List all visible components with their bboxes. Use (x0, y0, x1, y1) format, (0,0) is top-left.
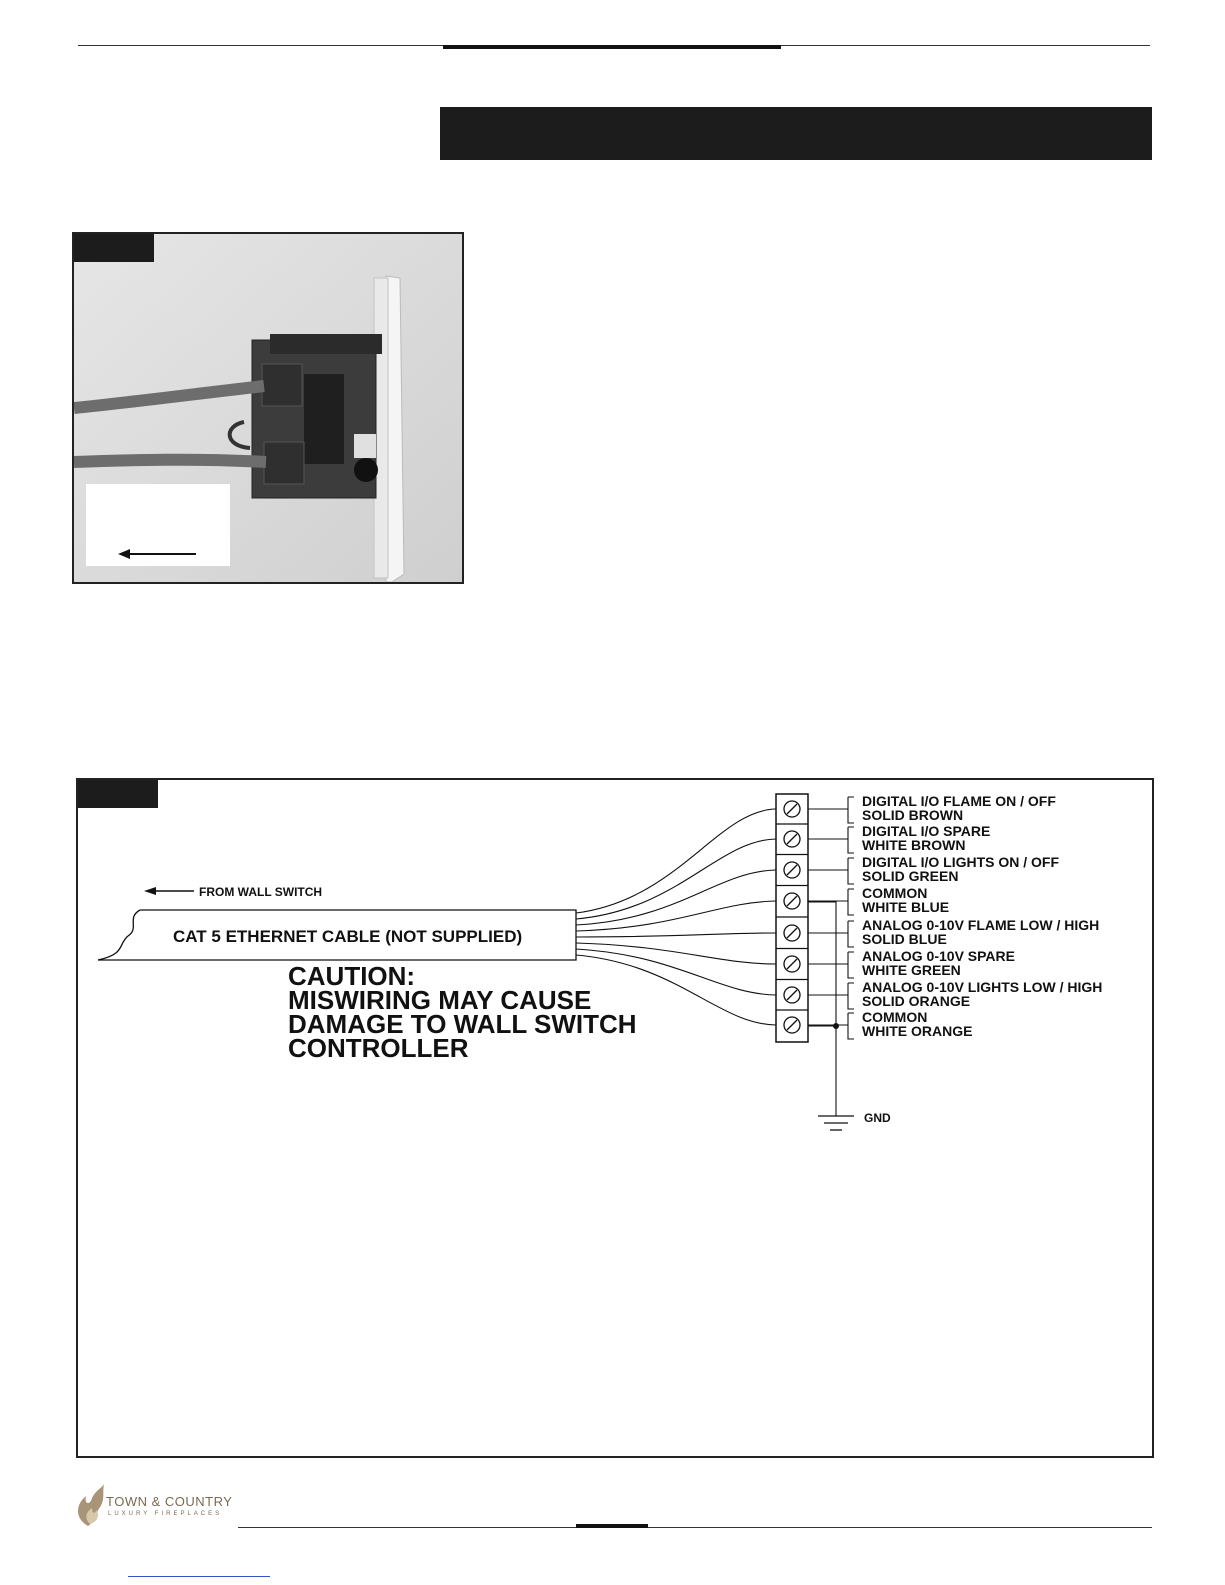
caution-line-4: CONTROLLER (288, 1033, 469, 1063)
label-bracket (808, 827, 854, 853)
terminal-function-label: DIGITAL I/O FLAME ON / OFF (862, 793, 1056, 809)
junction-dot (833, 1023, 839, 1029)
flame-logo-icon (72, 1484, 106, 1528)
terminal-wire-label: WHITE BROWN (862, 837, 966, 853)
label-bracket (808, 797, 854, 823)
terminal-function-label: COMMON (862, 885, 928, 901)
cable-label: CAT 5 ETHERNET CABLE (NOT SUPPLIED) (173, 927, 523, 946)
screw-terminal-icon (784, 987, 800, 1003)
wire-bundle (576, 809, 776, 1025)
wiring-diagram (78, 780, 1152, 1456)
label-bracket (808, 952, 854, 978)
terminal-wire-label: WHITE GREEN (862, 962, 961, 978)
terminal-wire-label: SOLID GREEN (862, 868, 959, 884)
wall-switch-photo (74, 234, 462, 582)
bottom-rule-accent (576, 1524, 648, 1528)
terminal-wire-label: WHITE ORANGE (862, 1023, 973, 1039)
screw-terminal-icon (784, 956, 800, 972)
top-rule-accent (443, 45, 781, 49)
screw-terminal-icon (784, 925, 800, 941)
terminal-wire-label: SOLID BLUE (862, 931, 947, 947)
arrow-left-icon (144, 887, 194, 895)
screw-terminal-icon (784, 893, 800, 909)
screw-terminal-icon (784, 1017, 800, 1033)
caution-line-1: CAUTION: (288, 961, 416, 991)
ground-symbol-icon (818, 1116, 854, 1130)
from-wall-switch-label: FROM WALL SWITCH (199, 885, 323, 899)
brand-logo (72, 1484, 242, 1534)
screw-terminal-icon (784, 831, 800, 847)
label-bracket (808, 858, 854, 884)
section-header-bar (440, 107, 1152, 160)
bottom-rule (238, 1527, 1152, 1528)
caution-text (288, 961, 637, 1063)
label-bracket (808, 983, 854, 1009)
screw-terminal-icon (784, 801, 800, 817)
screw-terminal-icon (784, 862, 800, 878)
terminal-function-label: COMMON (862, 1009, 928, 1025)
logo-sub-text: LUXURY FIREPLACES (108, 1511, 223, 1517)
ground-wiring (808, 902, 836, 1116)
terminal-wire-label: SOLID BROWN (862, 807, 964, 823)
terminal-labels (808, 793, 1102, 1039)
terminal-function-label: DIGITAL I/O LIGHTS ON / OFF (862, 854, 1060, 870)
caution-line-3: DAMAGE TO WALL SWITCH (288, 1009, 637, 1039)
wall-switch-photo-figure (72, 232, 464, 584)
caution-line-2: MISWIRING MAY CAUSE (288, 985, 592, 1015)
terminal-function-label: DIGITAL I/O SPARE (862, 823, 991, 839)
terminal-wire-label: WHITE BLUE (862, 899, 950, 915)
footer-link-underline (128, 1576, 270, 1577)
terminal-function-label: ANALOG 0-10V SPARE (862, 948, 1015, 964)
terminal-wire-label: SOLID ORANGE (862, 993, 971, 1009)
wiring-diagram-figure (76, 778, 1154, 1458)
terminal-function-label: ANALOG 0-10V FLAME LOW / HIGH (862, 917, 1100, 933)
gnd-label: GND (864, 1111, 891, 1125)
terminal-function-label: ANALOG 0-10V LIGHTS LOW / HIGH (862, 979, 1103, 995)
label-bracket (808, 921, 854, 947)
logo-brand-text: TOWN & COUNTRY (106, 1494, 233, 1509)
